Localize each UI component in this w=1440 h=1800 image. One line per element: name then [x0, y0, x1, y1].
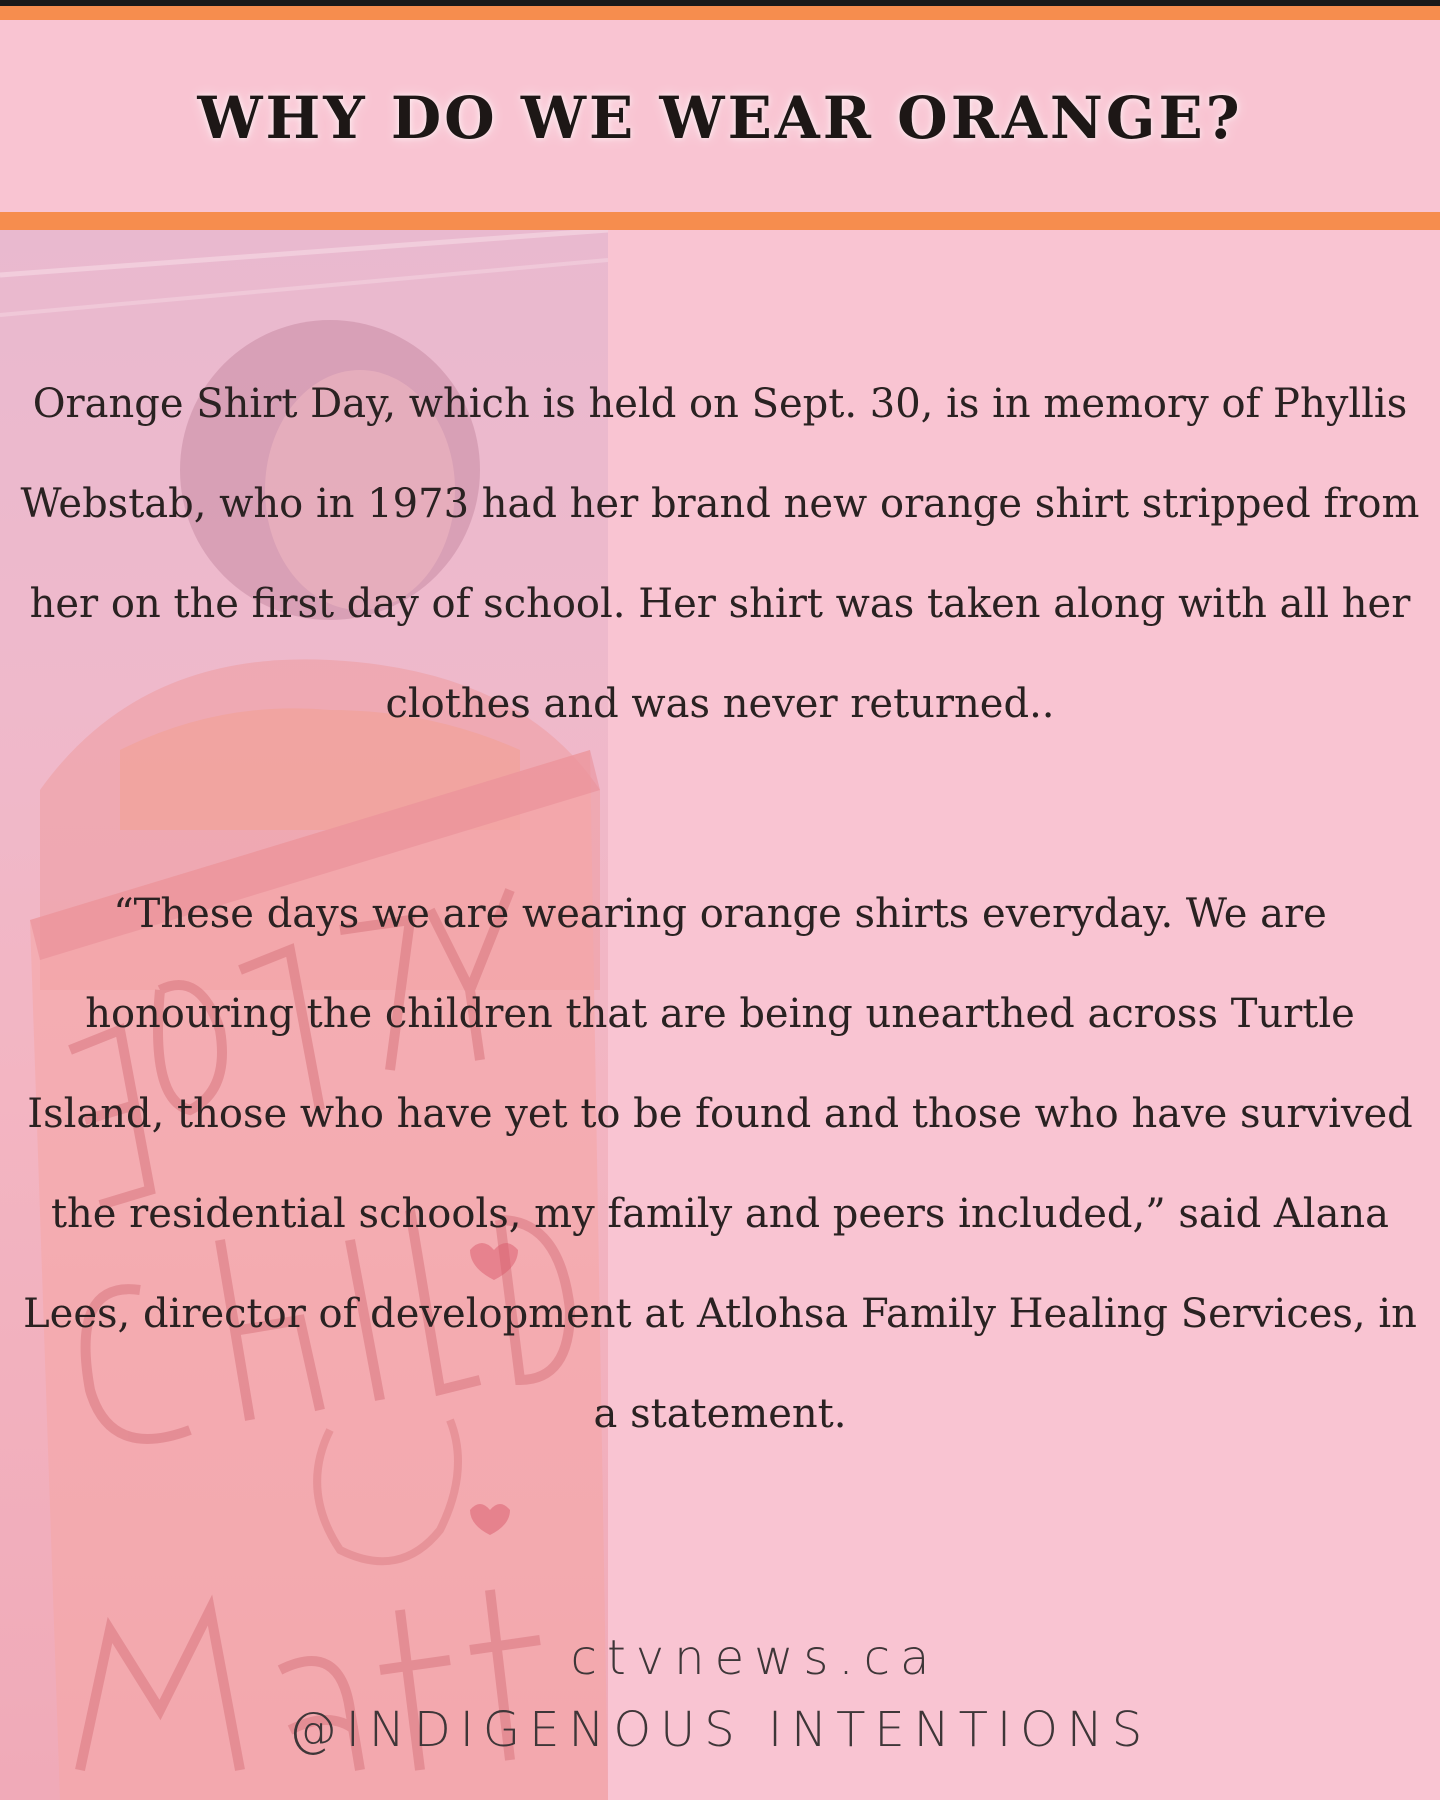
- footer-handle: @INDIGENOUS INTENTIONS: [288, 1702, 1152, 1758]
- content-area: [0, 230, 1440, 1800]
- footer-source: ctvnews.ca: [570, 1630, 940, 1686]
- orange-divider: [0, 212, 1440, 230]
- page-title: WHY DO WE WEAR ORANGE?: [197, 84, 1243, 152]
- paragraph-quote: “These days we are wearing orange shirts everyday. We are honouring the children that are being unearthed across Turtle Island, those who have yet to be found and those who have survived the residential schools, my family and peers included,” said Alana Lees, director of development at Atlohsa Family Healing Services, in a statement.: [23, 891, 1417, 1437]
- top-border: [0, 0, 1440, 28]
- paragraph-orange-shirt-day: Orange Shirt Day, which is held on Sept. 30, is in memory of Phyllis Webstab, who in 1973 had her brand new orange shirt stripped from her on the first day of school. Her shirt was taken along with all her clothes and was never returned..: [20, 381, 1420, 727]
- header-banner: [0, 28, 1440, 212]
